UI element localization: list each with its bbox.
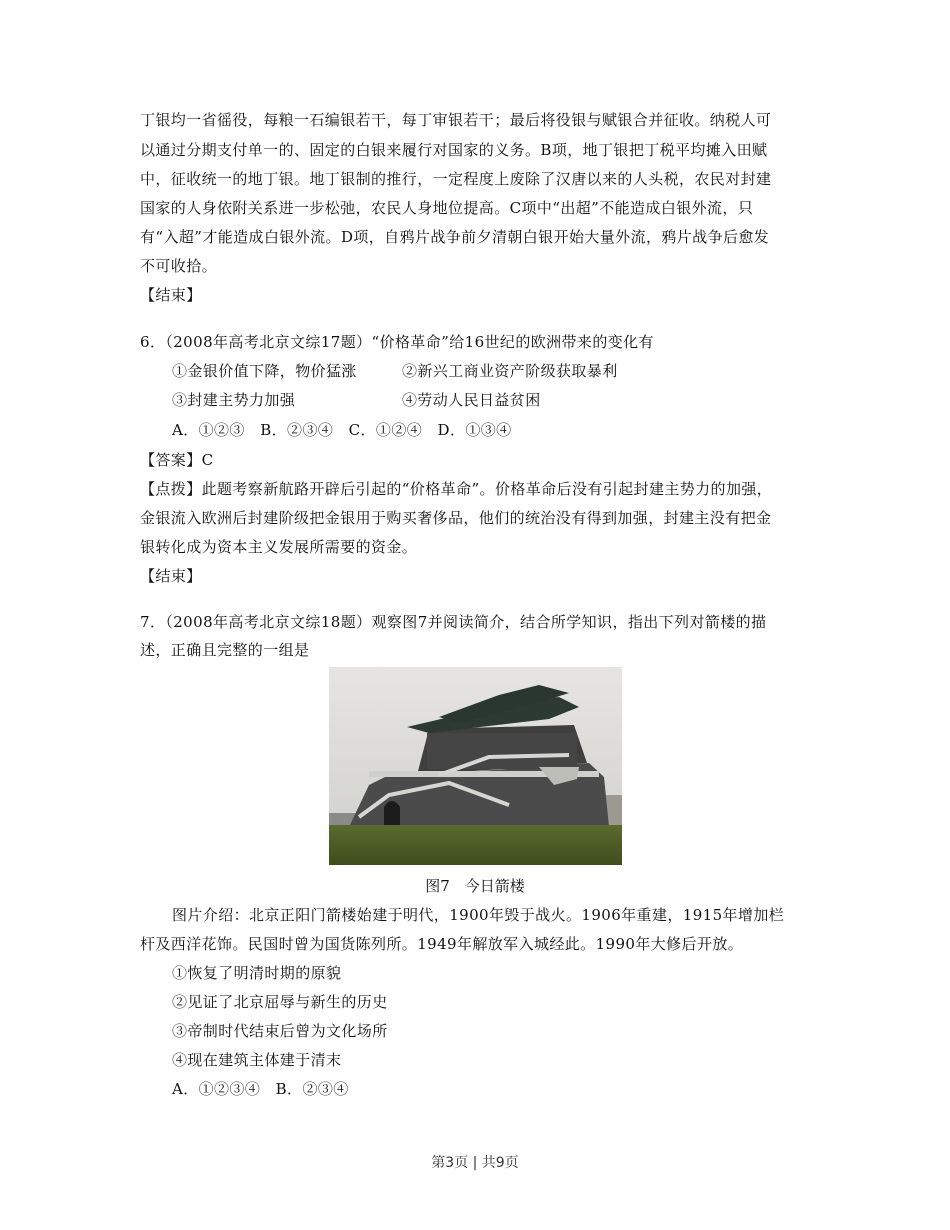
statement-1: ①恢复了明清时期的原貌 bbox=[172, 964, 342, 982]
end-tag: 【结束】 bbox=[140, 567, 202, 585]
page-footer: 第3页 | 共9页 bbox=[431, 1155, 519, 1171]
picture-intro-line: 杆及西洋花饰。民国时曾为国货陈列所。1949年解放军入城经此。1990年大修后开放。 bbox=[140, 935, 744, 953]
question-7-stem: 述，正确且完整的一组是 bbox=[140, 641, 310, 659]
explanation-line: 金银流入欧洲后封建阶级把金银用于购买奢侈品，他们的统治没有得到加强，封建主没有把金 bbox=[140, 509, 772, 527]
paragraph-line: 中，征收统一的地丁银。地丁银制的推行，一定程度上废除了汉唐以来的人头税，农民对封建 bbox=[140, 170, 772, 188]
question-6-choices: A．①②③ B．②③④ C．①②④ D．①③④ bbox=[172, 421, 512, 439]
option-2: ②新兴工商业资产阶级获取暴利 bbox=[402, 362, 618, 380]
paragraph-line: 有“入超”才能造成白银外流。D项，自鸦片战争前夕清朝白银开始大量外流，鸦片战争后愈发 bbox=[140, 228, 770, 246]
question-7-stem: 7．（2008年高考北京文综18题）观察图7并阅读简介，结合所学知识，指出下列对箭楼的描 bbox=[140, 613, 767, 631]
answer: 【答案】C bbox=[140, 451, 214, 469]
paragraph-line: 以通过分期支付单一的、固定的白银来履行对国家的义务。B项，地丁银把丁税平均摊入田赋 bbox=[140, 141, 768, 159]
explanation-line: 银转化成为资本主义发展所需要的资金。 bbox=[140, 538, 418, 556]
question-7-choices: A．①②③④ B．②③④ bbox=[172, 1080, 349, 1098]
statement-2: ②见证了北京屈辱与新生的历史 bbox=[172, 993, 388, 1011]
paragraph-line: 国家的人身依附关系进一步松弛，农民人身地位提高。C项中“出超”不能造成白银外流，只 bbox=[140, 199, 754, 217]
figure-7-photo-arrow-tower bbox=[329, 667, 622, 865]
statement-3: ③帝制时代结束后曾为文化场所 bbox=[172, 1022, 388, 1040]
option-1: ①金银价值下降，物价猛涨 bbox=[172, 362, 357, 380]
figure-caption: 图7 今日箭楼 bbox=[425, 877, 525, 895]
explanation-line: 【点拨】此题考察新航路开辟后引起的“价格革命”。价格革命后没有引起封建主势力的加强， bbox=[140, 480, 773, 498]
picture-intro-line: 图片介绍：北京正阳门箭楼始建于明代，1900年毁于战火。1906年重建，1915年增加栏 bbox=[172, 906, 785, 924]
paragraph-line: 丁银均一省徭役，每粮一石编银若干，每丁审银若干；最后将役银与赋银合并征收。纳税人可 bbox=[140, 111, 772, 129]
option-3: ③封建主势力加强 bbox=[172, 391, 296, 409]
statement-4: ④现在建筑主体建于清末 bbox=[172, 1051, 342, 1069]
end-tag: 【结束】 bbox=[140, 286, 202, 304]
paragraph-line: 不可收拾。 bbox=[140, 257, 218, 275]
question-6-stem: 6．（2008年高考北京文综17题）“价格革命”给16世纪的欧洲带来的变化有 bbox=[140, 333, 654, 351]
option-4: ④劳动人民日益贫困 bbox=[402, 391, 541, 409]
